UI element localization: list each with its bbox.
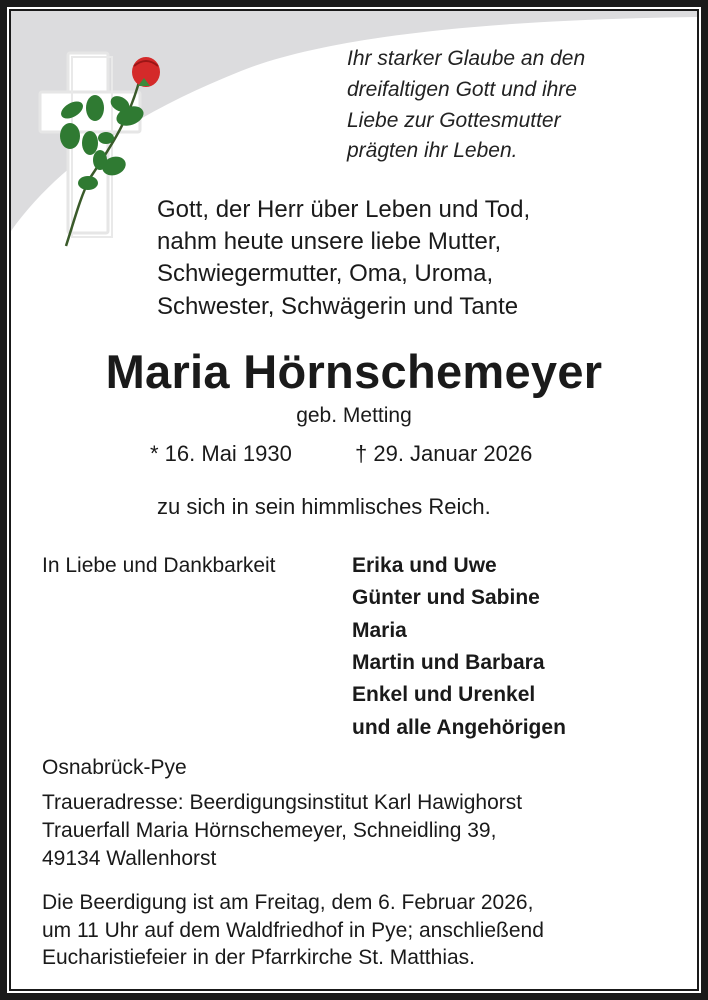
address-line: 49134 Wallenhorst	[42, 847, 217, 870]
intro-line: Gott, der Herr über Leben und Tod,	[157, 196, 531, 223]
funeral-line: Eucharistiefeier in der Pfarrkirche St. Matthias.	[42, 946, 476, 969]
quote-line: prägten ihr Leben.	[347, 139, 518, 162]
funeral-line: Die Beerdigung ist am Freitag, dem 6. Februar 2026,	[42, 891, 534, 914]
death-date: † 29. Januar 2026	[355, 441, 533, 466]
address-line: Traueradresse: Beerdigungsinstitut Karl Hawighorst	[42, 791, 523, 814]
quote-line: Ihr starker Glaube an den	[347, 47, 586, 70]
maiden-name: geb. Metting	[296, 404, 412, 427]
closing-line: zu sich in sein himmlisches Reich.	[157, 494, 491, 519]
funeral-line: um 11 Uhr auf dem Waldfriedhof in Pye; anschließend	[42, 919, 544, 942]
mourner: Enkel und Urenkel	[352, 683, 536, 706]
mourner: Maria	[352, 619, 407, 642]
birth-date: * 16. Mai 1930	[150, 441, 292, 466]
mourner: Erika und Uwe	[352, 554, 497, 577]
quote-line: Liebe zur Gottesmutter	[347, 109, 561, 132]
mourner: und alle Angehörigen	[352, 716, 566, 739]
intro-line: Schwiegermutter, Oma, Uroma,	[157, 260, 494, 287]
mourner: Martin und Barbara	[352, 651, 545, 674]
place: Osnabrück-Pye	[42, 756, 187, 779]
intro-line: nahm heute unsere liebe Mutter,	[157, 228, 502, 255]
quote-line: dreifaltigen Gott und ihre	[347, 78, 577, 101]
deceased-name: Maria Hörnschemeyer	[105, 345, 603, 398]
address-line: Trauerfall Maria Hörnschemeyer, Schneidling 39,	[42, 819, 497, 842]
mourners-label: In Liebe und Dankbarkeit	[42, 554, 276, 577]
mourner: Günter und Sabine	[352, 586, 540, 609]
intro-line: Schwester, Schwägerin und Tante	[157, 293, 519, 320]
